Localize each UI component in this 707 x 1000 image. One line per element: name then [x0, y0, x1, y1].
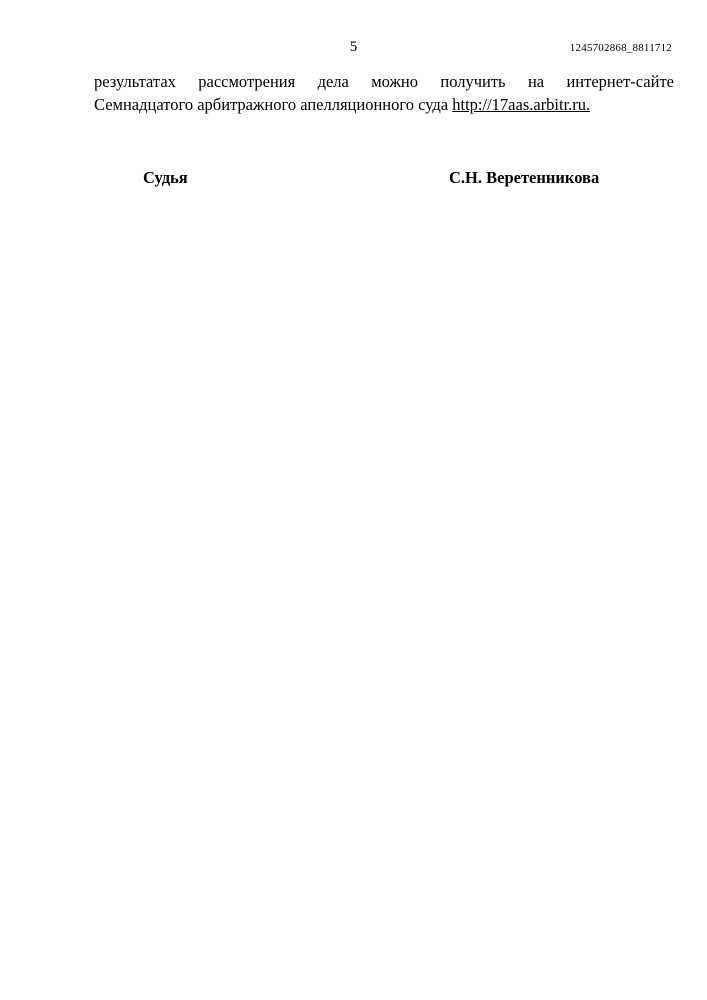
- body-paragraph: [94, 70, 674, 116]
- court-website-link[interactable]: http://17aas.arbitr.ru.: [452, 95, 591, 114]
- page-number: 5: [349, 39, 358, 55]
- signature-name: С.Н. Веретенникова: [449, 168, 600, 187]
- paragraph-line-2-text: Семнадцатого арбитражного апелляционного суда: [94, 95, 453, 114]
- signature-role: Судья: [143, 168, 188, 187]
- paragraph-line-1: результатах рассмотрения дела можно получить на интернет-сайте: [94, 72, 674, 91]
- signature-block: [94, 167, 674, 191]
- document-code: 1245702868_8811712: [569, 42, 672, 54]
- page-header: [0, 38, 707, 58]
- paragraph-line-2: [94, 93, 674, 116]
